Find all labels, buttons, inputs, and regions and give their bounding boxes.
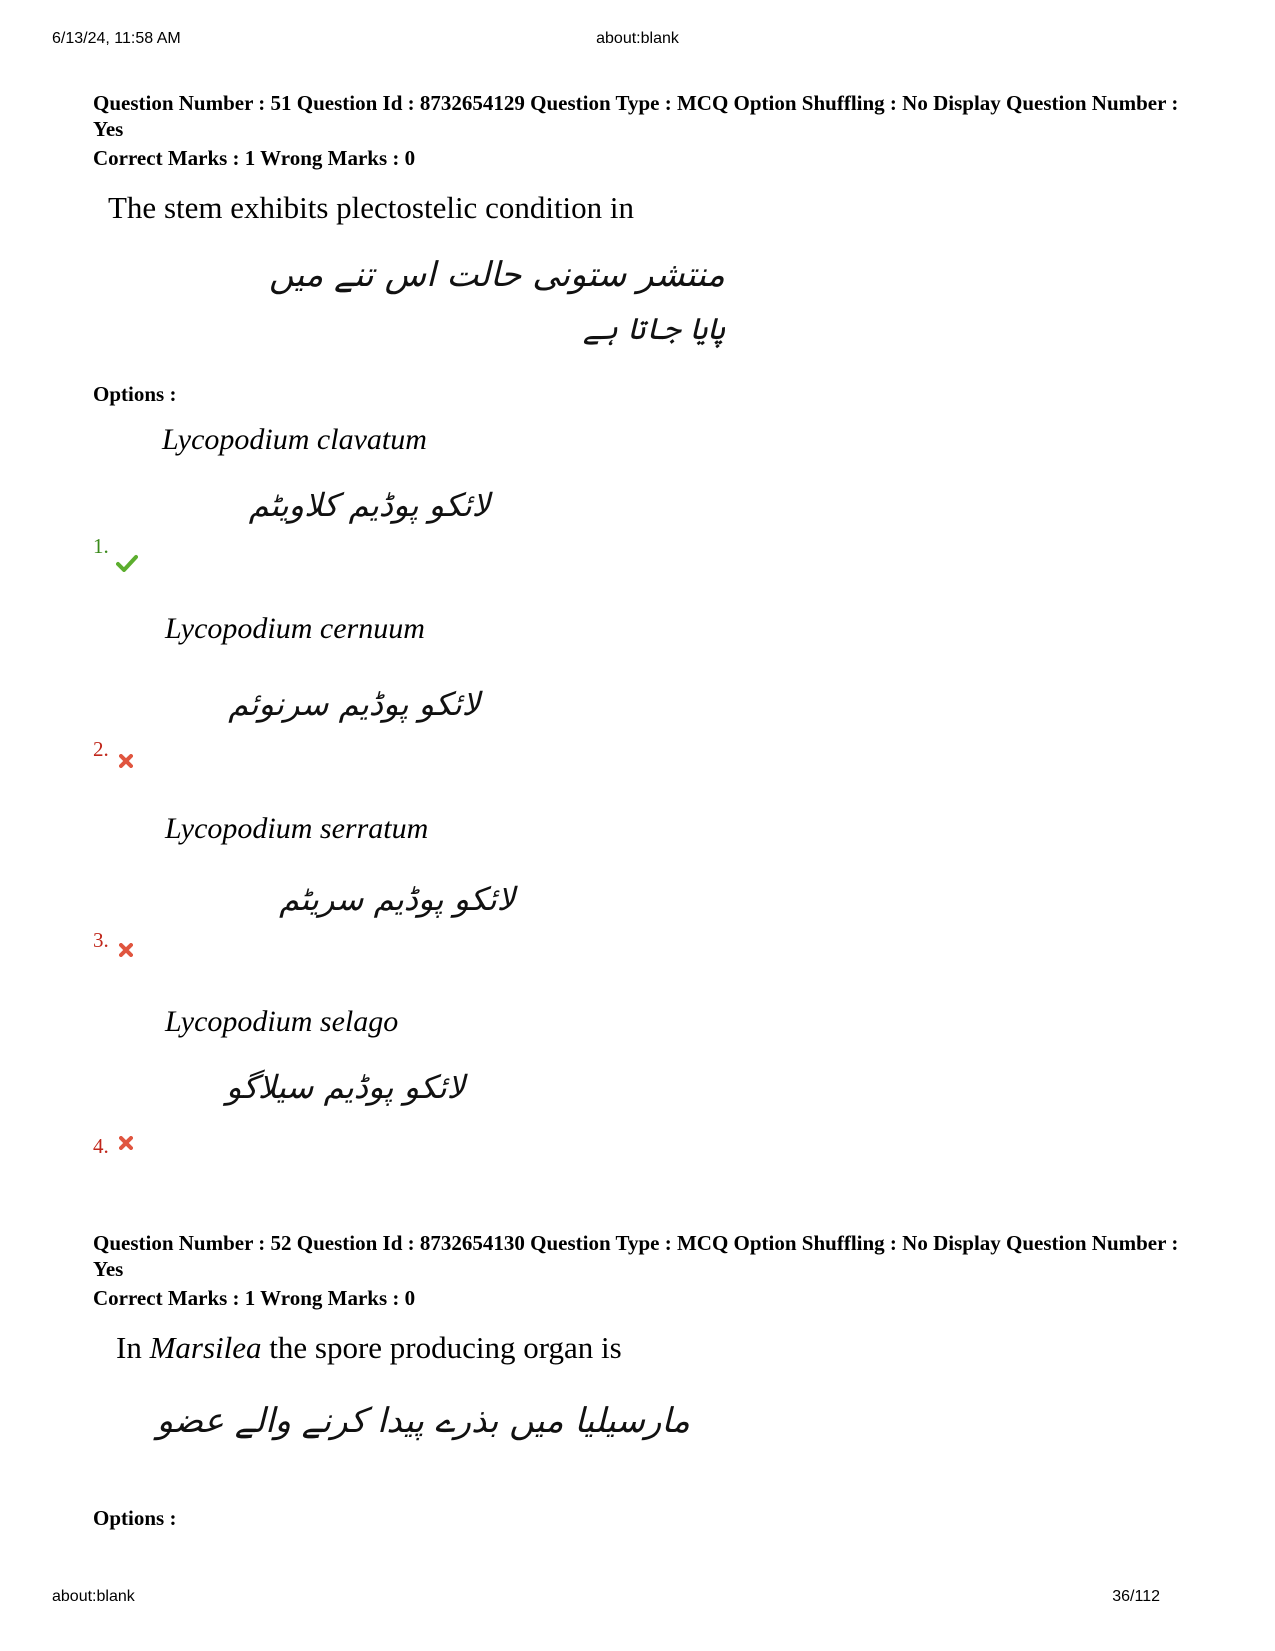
option-number: 3. xyxy=(93,928,109,952)
option-text-en: Lycopodium selago xyxy=(165,1005,399,1038)
cross-icon xyxy=(119,754,133,768)
option-text-ur: لائکو پوڈیم سریٹم xyxy=(279,880,515,918)
question-text-en: The stem exhibits plectostelic condition in xyxy=(108,190,635,225)
check-icon xyxy=(116,554,138,572)
cross-icon xyxy=(119,1136,133,1150)
question-meta: Question Number : 51 Question Id : 8732654129 Question Type : MCQ Option Shuffling : No Display Question Number : Yes xyxy=(93,91,1179,141)
option-text-en: Lycopodium serratum xyxy=(165,812,429,845)
question-marks: Correct Marks : 1 Wrong Marks : 0 xyxy=(93,1286,416,1310)
option-text-ur: لائکو پوڈیم کلاویٹم xyxy=(248,486,490,524)
question-text-ur-line2: پایا جاتا ہے xyxy=(582,312,725,347)
option-text-ur: لائکو پوڈیم سیلاگو xyxy=(226,1068,465,1106)
cross-icon xyxy=(119,943,133,957)
option-number: 4. xyxy=(93,1134,109,1158)
question-text-ur: منتشر ستونی حالت اس تنے میں xyxy=(268,255,725,295)
question-text-prefix: In xyxy=(116,1330,150,1365)
print-url: about:blank xyxy=(52,1588,135,1605)
question-text-ur: مارسیلیا میں بذرے پیدا کرنے والے عضو xyxy=(156,1401,690,1441)
option-number: 2. xyxy=(93,737,109,761)
options-label: Options : xyxy=(93,1506,177,1530)
option-text-en: Lycopodium clavatum xyxy=(162,423,427,456)
options-label: Options : xyxy=(93,382,177,406)
print-title: about:blank xyxy=(596,30,679,47)
option-text-ur: لائکو پوڈیم سرنوئم xyxy=(228,685,480,723)
question-marks: Correct Marks : 1 Wrong Marks : 0 xyxy=(93,146,416,170)
page-counter: 36/112 xyxy=(1112,1588,1160,1605)
question-meta: Question Number : 52 Question Id : 8732654130 Question Type : MCQ Option Shuffling : No Display Question Number : Yes xyxy=(93,1231,1179,1281)
question-text-en xyxy=(116,1330,622,1366)
option-text-en: Lycopodium cernuum xyxy=(165,612,425,645)
print-datetime: 6/13/24, 11:58 AM xyxy=(52,30,181,47)
question-text-genus: Marsilea xyxy=(149,1330,262,1365)
option-number: 1. xyxy=(93,534,109,558)
question-text-suffix: the spore producing organ is xyxy=(261,1330,622,1365)
